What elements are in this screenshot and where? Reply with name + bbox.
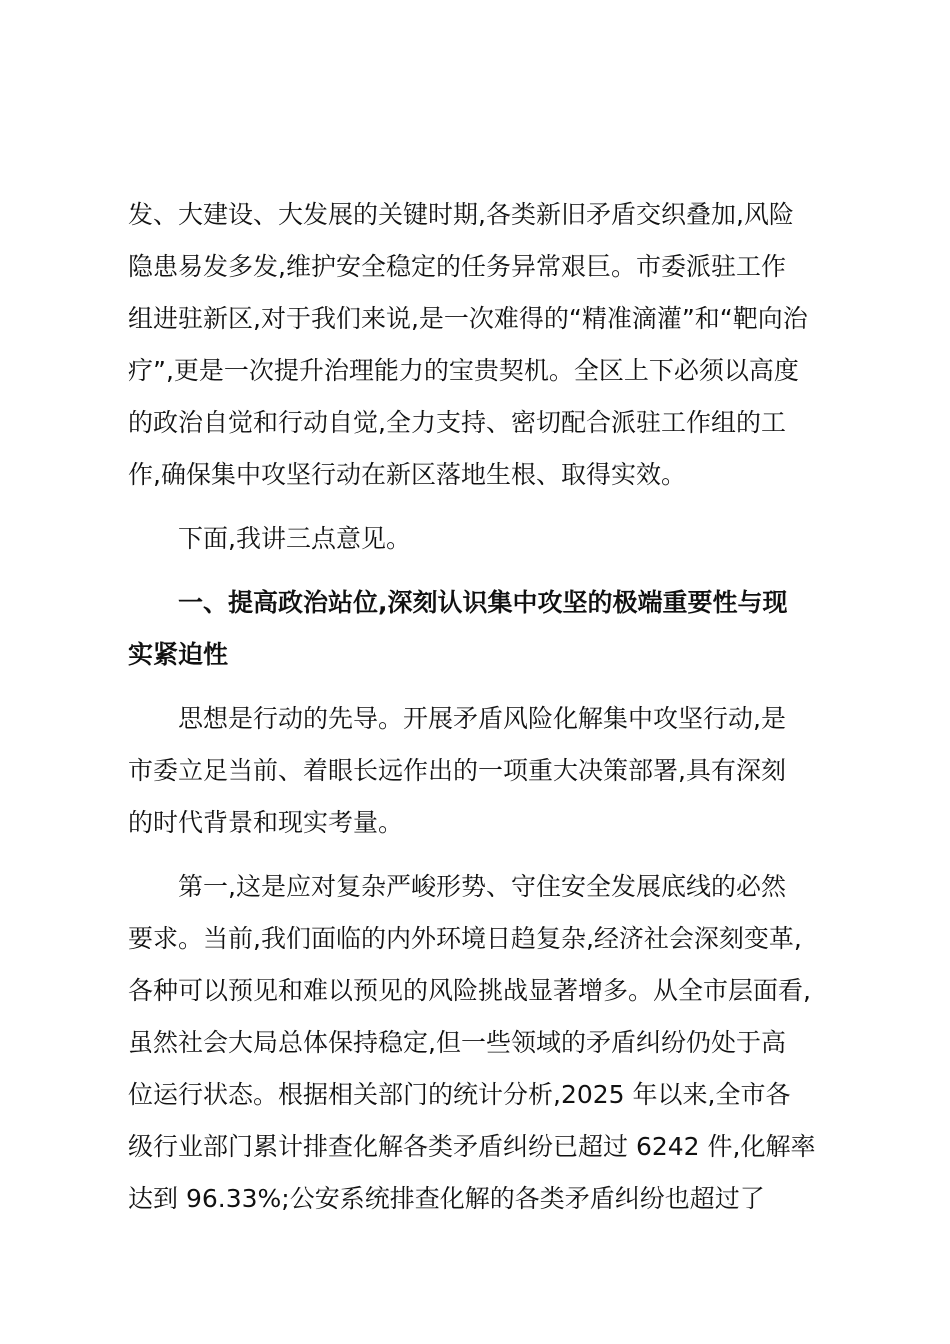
text-line: 隐患易发多发,维护安全稳定的任务异常艰巨。市委派驻工作 — [128, 252, 786, 281]
section-heading — [128, 577, 825, 681]
text-line: 的政治自觉和行动自觉,全力支持、密切配合派驻工作组的工 — [128, 408, 786, 437]
text-line: 达到 96.33%;公安系统排查化解的各类矛盾纠纷也超过了 — [128, 1184, 765, 1213]
text-line: 市委立足当前、着眼长远作出的一项重大决策部署,具有深刻 — [128, 756, 786, 785]
text-line: 位运行状态。根据相关部门的统计分析,2025 年以来,全市各 — [128, 1080, 791, 1109]
text-line: 组进驻新区,对于我们来说,是一次难得的“精准滴灌”和“靶向治 — [128, 304, 808, 333]
document-page — [128, 189, 825, 1237]
heading-line: 实紧迫性 — [128, 640, 229, 669]
text-line: 的时代背景和现实考量。 — [128, 808, 404, 837]
text-line: 虽然社会大局总体保持稳定,但一些领域的矛盾纠纷仍处于高 — [128, 1028, 786, 1057]
paragraph-thought — [128, 693, 825, 849]
text-line: 思想是行动的先导。开展矛盾风险化解集中攻坚行动,是 — [178, 704, 786, 733]
text-line: 作,确保集中攻坚行动在新区落地生根、取得实效。 — [128, 460, 686, 489]
heading-line: 一、提高政治站位,深刻认识集中攻坚的极端重要性与现 — [178, 588, 788, 617]
text-line: 下面,我讲三点意见。 — [178, 524, 411, 553]
text-line: 级行业部门累计排查化解各类矛盾纠纷已超过 6242 件,化解率 — [128, 1132, 816, 1161]
text-line: 各种可以预见和难以预见的风险挑战显著增多。从全市层面看, — [128, 976, 811, 1005]
text-line: 疗”,更是一次提升治理能力的宝贵契机。全区上下必须以高度 — [128, 356, 799, 385]
paragraph-first-point — [128, 861, 825, 1225]
text-line: 要求。当前,我们面临的内外环境日趋复杂,经济社会深刻变革, — [128, 924, 802, 953]
text-line: 发、大建设、大发展的关键时期,各类新旧矛盾交织叠加,风险 — [128, 200, 794, 229]
text-line: 第一,这是应对复杂严峻形势、守住安全发展底线的必然 — [178, 872, 786, 901]
paragraph-continuation — [128, 189, 825, 501]
paragraph-intro — [128, 513, 825, 565]
